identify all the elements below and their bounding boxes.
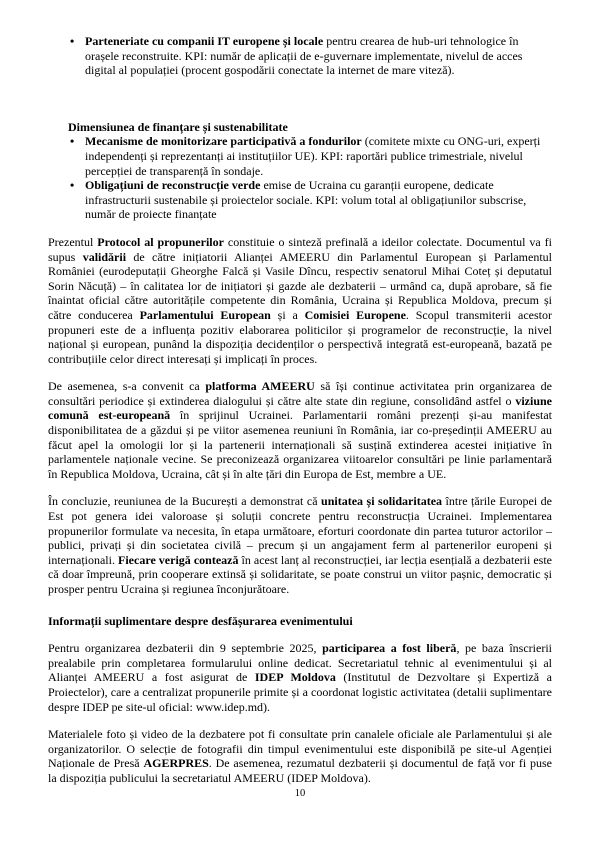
paragraph-conclusion: În concluzie, reuniunea de la București a demonstrat că unitatea și solidaritatea între țările Europei de Est pot genera idei valoroase și soluții concrete pentru reconstrucția Ucrainei. Implementarea propunerilor formulate va necesita, în etapa următoare, eforturi coordonate din partea tuturor actorilor – publici, privați și din societatea civilă – precum și un angajament ferm al partenerilor europeni și internaționali. Fiecare verigă contează în acest lanț al reconstrucției, iar lecția esențială a dezbaterii este că doar împreună, prin cooperare extinsă și solidaritate, se poate construi un viitor pașnic, democratic și prosper pentru Ucraina și regiunea înconjurătoare. (48, 494, 552, 596)
paragraph-protocol-validation: Prezentul Protocol al propunerilor constituie o sinteză prefinală a ideilor colectate. Documentul va fi supus validării de către inițiatorii Alianței AMEERU din Parlamentul European și Parlamentul României (eurodeputații Gheorghe Falcă și Vasile Dîncu, respectiv senatorul Mihai Coteț și deputatul Sorin Năcuță) – în calitatea lor de inițiatori și gazde ale dezbaterii – urmând ca, după aprobare, să fie înaintat oficial către autoritățile competente din România, Ucraina și Republica Moldova, precum și către conducerea Parlamentului European și a Comisiei Europene. Scopul transmiterii acestor propuneri este de a influența pozitiv elaborarea politicilor și programelor de reconstrucție, la nivel național și european, punând la dispoziția decidenților o perspectivă integrată est-europeană, bazată pe contribuțiile celor direct interesați și implicați în proces. (48, 234, 553, 366)
bullet-list-financing (48, 134, 552, 222)
page-number: 10 (294, 788, 306, 799)
section-heading-financing: Dimensiunea de finanțare și sustenabilitate (68, 119, 288, 134)
paragraph-media-materials: Materialele foto și video de la dezbatere pot fi consultate prin canalele oficiale ale Parlamentului și ale organizatorilor. O selecție de fotografii din timpul evenimentului este disponibilă pe site-ul Agenției Naționale de Presă AGERPRES. De asemenea, rezumatul dezbaterii și documentul de față vor fi puse la dispoziția publicului la secretariatul AMEERU (IDEP Moldova). (48, 727, 552, 785)
section-heading-additional-info: Informații suplimentare despre desfășurarea evenimentului (48, 613, 353, 628)
bullet-list-top (48, 34, 552, 78)
list-item-green-bonds: • Obligațiuni de reconstrucție verde emise de Ucraina cu garanții europene, dedicate infrastructurii sustenabile și proiectelor sociale. KPI: volum total al obligațiunilor subscrise, număr de proiecte finanțate (68, 178, 552, 222)
paragraph-ameeru-platform: De asemenea, s-a convenit ca platforma AMEERU să își continue activitatea prin organizarea de consultări periodice și extinderea dialogului și către alte state din regiune, consolidând astfel o viziune comună est-europeană în sprijinul Ucrainei. Parlamentarii români prezenți și-au manifestat disponibilitatea de a găzdui și pe viitor asemenea reuniuni în România, iar co-președinții AMEERU au făcut apel la omologii lor și la partenerii internaționali să susțină extinderea acestei inițiative în parlamentele naționale vecine. Se preconizează organizarea viitoarelor consultări pe linie parlamentară în Republica Moldova, Ucraina, cât și în alte țări din Europa de Est, membre a UE. (48, 379, 553, 481)
list-item-monitoring: • Mecanisme de monitorizare participativă a fondurilor (comitete mixte cu ONG-uri, experți independenți și reprezentanți ai instituțiilor UE). KPI: raportări publice trimestriale, nivelul percepției de transparență în sondaje. (68, 134, 552, 178)
list-item-it-partnerships: • Parteneriate cu companii IT europene și locale pentru crearea de hub-uri tehnologice în orașele reconstruite. KPI: număr de aplicații de e-guvernare implementate, nivelul de acces digital al populației (procent gospodării conectate la internet de mare viteză). (68, 34, 552, 78)
paragraph-registration: Pentru organizarea dezbaterii din 9 septembrie 2025, participarea a fost liberă, pe baza înscrierii prealabile prin completarea formularului online dedicat. Secretariatul tehnic al evenimentului și al Alianței AMEERU a fost asigurat de IDEP Moldova (Institutul de Dezvoltare și Expertiză a Proiectelor), care a centralizat propunerile primite și a coordonat logistic activitatea (detalii suplimentare despre IDEP pe site-ul oficial: www.idep.md). (48, 641, 553, 714)
